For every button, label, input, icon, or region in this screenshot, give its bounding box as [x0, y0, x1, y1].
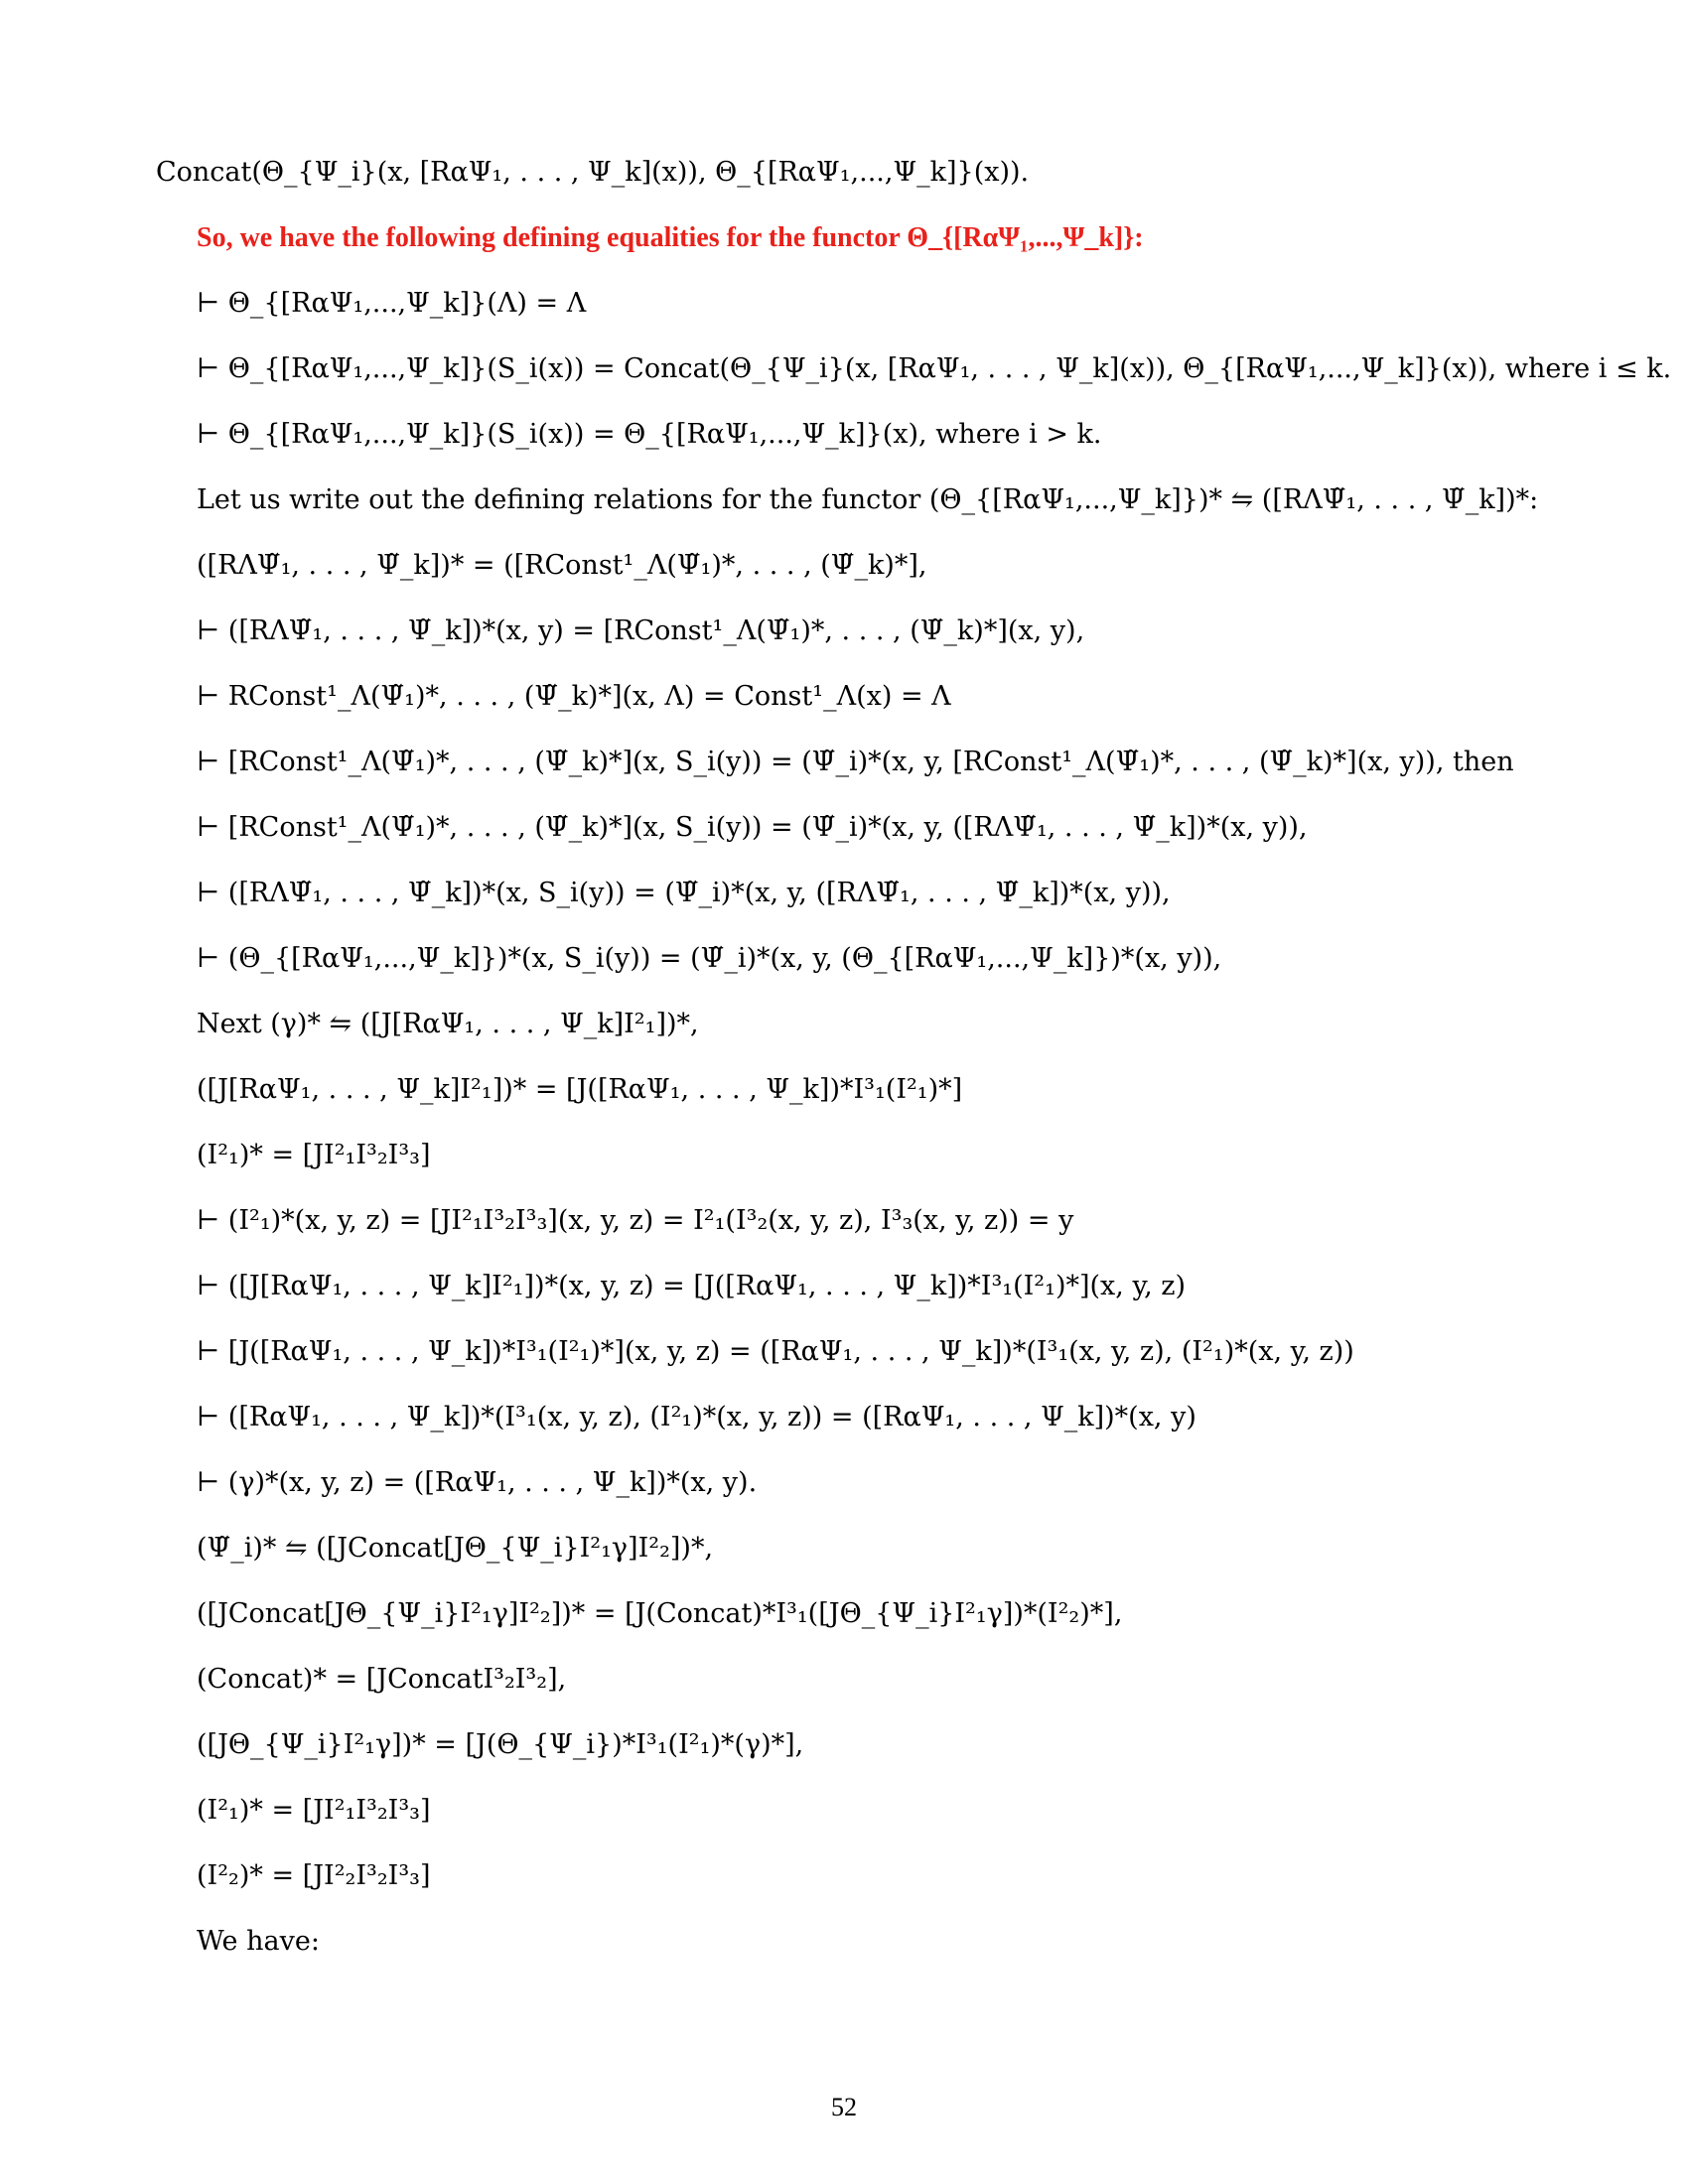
relation-6: ⊢ ([RΛΨ̃₁, . . . , Ψ̃_k])*(x, S_i(y)) = (Ψ̃_i)*(x, y, ([RΛΨ̃₁, . . . , Ψ̃_k])*(x, y)),	[197, 878, 1171, 908]
relation-4: ⊢ [RConst¹_Λ(Ψ̃₁)*, . . . , (Ψ̃_k)*](x, S_i(y)) = (Ψ̃_i)*(x, y, [RConst¹_Λ(Ψ̃₁)*, . . . , (Ψ̃_k)*](x, y)), then	[197, 747, 1514, 777]
i21-def-2: (I²₁)* = [JI²₁I³₂I³₃]	[197, 1795, 431, 1826]
psi-tilde-def: (Ψ̃_i)* ⇋ ([JConcat[JΘ_{Ψ_i}I²₁γ]I²₂])*,	[197, 1533, 714, 1564]
concat-expansion: ([JConcat[JΘ_{Ψ_i}I²₁γ]I²₂])* = [J(Concat)*I³₁([JΘ_{Ψ_i}I²₁γ])*(I²₂)*],	[197, 1598, 1123, 1629]
equality-3: ⊢ Θ_{[RαΨ₁,...,Ψ_k]}(S_i(x)) = Θ_{[RαΨ₁,...,Ψ_k]}(x), where i > k.	[197, 419, 1102, 450]
theta-psi-def: ([JΘ_{Ψ_i}I²₁γ])* = [J(Θ_{Ψ_i})*I³₁(I²₁)*(γ)*],	[197, 1729, 804, 1760]
relation-3: ⊢ RConst¹_Λ(Ψ̃₁)*, . . . , (Ψ̃_k)*](x, Λ) = Const¹_Λ(x) = Λ	[197, 681, 951, 712]
gamma-step-1: ⊢ (I²₁)*(x, y, z) = [JI²₁I³₂I³₃](x, y, z) = I²₁(I³₂(x, y, z), I³₃(x, y, z)) = y	[197, 1205, 1074, 1236]
red-heading: So, we have the following defining equalities for the functor Θ_{[RαΨ₁,...,Ψ_k]}:	[197, 222, 1144, 253]
equality-2: ⊢ Θ_{[RαΨ₁,...,Ψ_k]}(S_i(x)) = Concat(Θ_{Ψ_i}(x, [RαΨ₁, . . . , Ψ_k](x)), Θ_{[RαΨ₁,...,Ψ_k]}(x)), where i ≤ k.	[197, 353, 1672, 384]
relation-5: ⊢ [RConst¹_Λ(Ψ̃₁)*, . . . , (Ψ̃_k)*](x, S_i(y)) = (Ψ̃_i)*(x, y, ([RΛΨ̃₁, . . . , Ψ̃_k])*(x, y)),	[197, 812, 1308, 843]
relation-7: ⊢ (Θ_{[RαΨ₁,...,Ψ_k]})*(x, S_i(y)) = (Ψ̃_i)*(x, y, (Θ_{[RαΨ₁,...,Ψ_k]})*(x, y)),	[197, 943, 1222, 974]
relation-2: ⊢ ([RΛΨ̃₁, . . . , Ψ̃_k])*(x, y) = [RConst¹_Λ(Ψ̃₁)*, . . . , (Ψ̃_k)*](x, y),	[197, 615, 1085, 646]
next-gamma: Next (γ)* ⇋ ([J[RαΨ₁, . . . , Ψ_k]I²₁])*,	[197, 1009, 699, 1039]
gamma-result: ⊢ (γ)*(x, y, z) = ([RαΨ₁, . . . , Ψ_k])*(x, y).	[197, 1467, 758, 1498]
gamma-step-2: ⊢ ([J[RαΨ₁, . . . , Ψ_k]I²₁])*(x, y, z) = [J([RαΨ₁, . . . , Ψ_k])*I³₁(I²₁)*](x, y, z)	[197, 1271, 1187, 1301]
equality-1: ⊢ Θ_{[RαΨ₁,...,Ψ_k]}(Λ) = Λ	[197, 288, 587, 319]
page-number: 52	[831, 2093, 857, 2121]
i21-def: (I²₁)* = [JI²₁I³₂I³₃]	[197, 1140, 431, 1170]
gamma-step-3: ⊢ [J([RαΨ₁, . . . , Ψ_k])*I³₁(I²₁)*](x, y, z) = ([RαΨ₁, . . . , Ψ_k])*(I³₁(x, y, z), (I²₁)*(x, y, z))	[197, 1336, 1354, 1367]
gamma-step-4: ⊢ ([RαΨ₁, . . . , Ψ_k])*(I³₁(x, y, z), (I²₁)*(x, y, z)) = ([RαΨ₁, . . . , Ψ_k])*(x, y)	[197, 1402, 1196, 1433]
math-line-concat: Concat(Θ_{Ψ_i}(x, [RαΨ₁, . . . , Ψ_k](x)), Θ_{[RαΨ₁,...,Ψ_k]}(x)).	[156, 157, 1030, 188]
we-have: We have:	[197, 1926, 320, 1957]
defining-relations-intro: Let us write out the defining relations for the functor (Θ_{[RαΨ₁,...,Ψ_k]})* ⇋ ([RΛΨ̃₁, . . . , Ψ̃_k])*:	[197, 484, 1539, 515]
concat-def: (Concat)* = [JConcatI³₂I³₂],	[197, 1664, 567, 1695]
relation-1: ([RΛΨ̃₁, . . . , Ψ̃_k])* = ([RConst¹_Λ(Ψ̃₁)*, . . . , (Ψ̃_k)*],	[197, 550, 927, 581]
i22-def: (I²₂)* = [JI²₂I³₂I³₃]	[197, 1860, 431, 1891]
gamma-def: ([J[RαΨ₁, . . . , Ψ_k]I²₁])* = [J([RαΨ₁, . . . , Ψ_k])*I³₁(I²₁)*]	[197, 1074, 963, 1105]
